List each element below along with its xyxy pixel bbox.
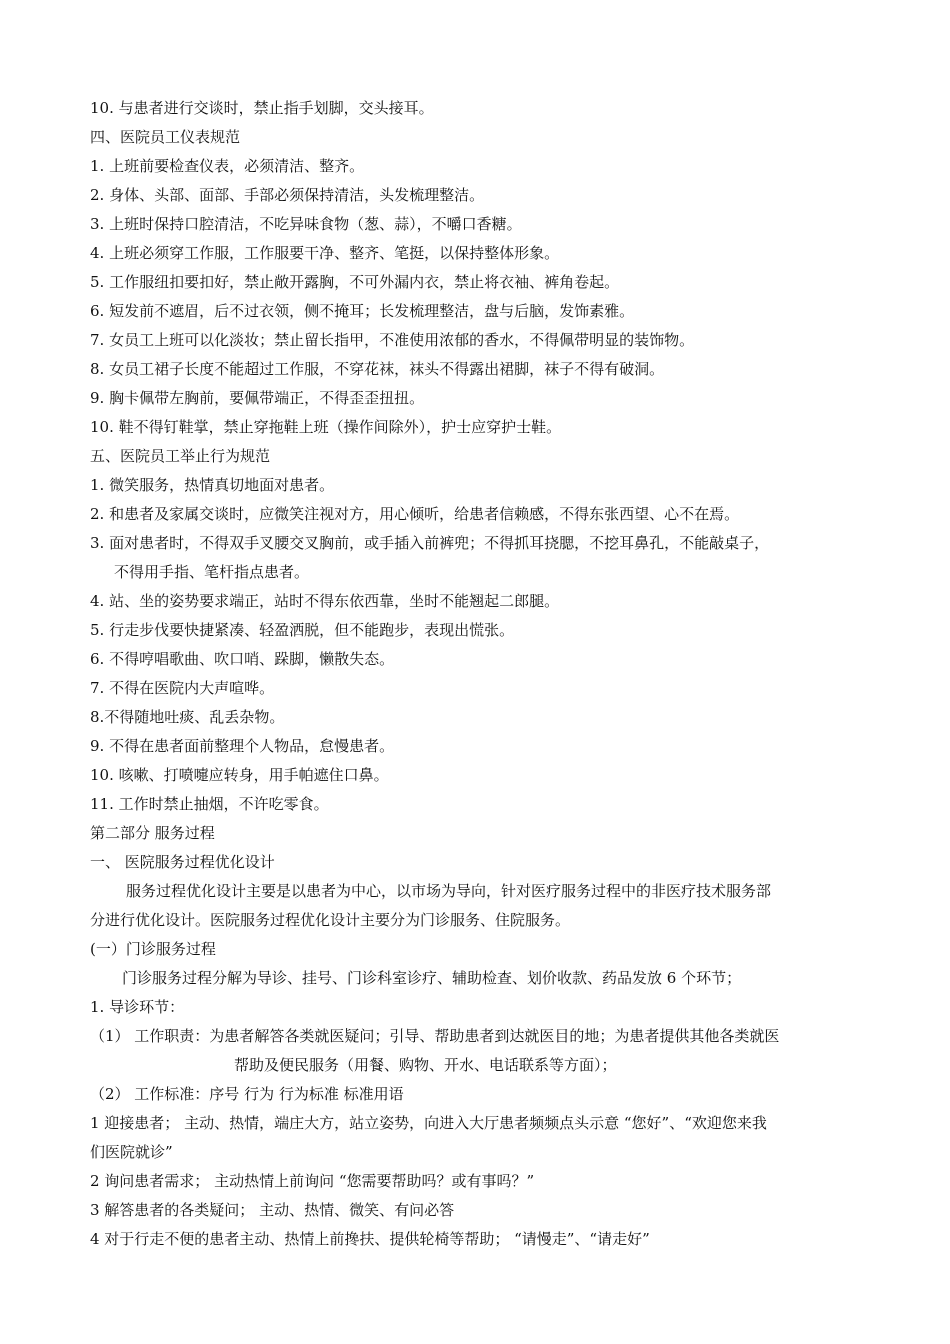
section-heading: 一、 医院服务过程优化设计 bbox=[90, 853, 275, 871]
paragraph-line: 门诊服务过程分解为导诊、挂号、门诊科室诊疗、辅助检查、划价收款、药品发放 6 个环节； bbox=[122, 969, 742, 987]
list-item: 5. 行走步伐要快捷紧凑、轻盈洒脱，但不能跑步，表现出慌张。 bbox=[90, 621, 515, 639]
list-item: 8. 女员工裙子长度不能超过工作服，不穿花袜，袜头不得露出裙脚，袜子不得有破洞。 bbox=[90, 360, 665, 378]
table-row: 3 解答患者的各类疑问； 主动、热情、微笑、有问必答 bbox=[90, 1201, 455, 1219]
list-item: （2） 工作标准：序号 行为 行为标准 标准用语 bbox=[90, 1085, 404, 1103]
list-item: 1. 导诊环节： bbox=[90, 998, 185, 1016]
table-row: 4 对于行走不便的患者主动、热情上前搀扶、提供轮椅等帮助； “请慢走”、“请走好” bbox=[90, 1230, 650, 1248]
list-item: 10. 鞋不得钉鞋掌，禁止穿拖鞋上班（操作间除外），护士应穿护士鞋。 bbox=[90, 418, 562, 436]
table-row: 1 迎接患者； 主动、热情，端庄大方，站立姿势，向进入大厅患者频频点头示意 “您好”、“欢迎您来我 bbox=[90, 1114, 767, 1132]
list-item: 5. 工作服纽扣要扣好，禁止敞开露胸，不可外漏内衣，禁止将衣袖、裤角卷起。 bbox=[90, 273, 620, 291]
subsection-heading: (一）门诊服务过程 bbox=[90, 940, 216, 958]
document-body bbox=[90, 94, 870, 1254]
list-item: 1. 上班前要检查仪表，必须清洁、整齐。 bbox=[90, 157, 365, 175]
list-item: 7. 不得在医院内大声喧哗。 bbox=[90, 679, 275, 697]
list-item: （1） 工作职责：为患者解答各类就医疑问；引导、帮助患者到达就医目的地；为患者提供其他各类就医 bbox=[90, 1027, 780, 1045]
section-heading: 四、医院员工仪表规范 bbox=[90, 128, 241, 146]
list-item: 9. 不得在患者面前整理个人物品，怠慢患者。 bbox=[90, 737, 395, 755]
list-item: 2. 身体、头部、面部、手部必须保持清洁，头发梳理整洁。 bbox=[90, 186, 485, 204]
list-item: 8.不得随地吐痰、乱丢杂物。 bbox=[90, 708, 285, 726]
list-item: 4. 上班必须穿工作服，工作服要干净、整齐、笔挺，以保持整体形象。 bbox=[90, 244, 560, 262]
paragraph-line: 分进行优化设计。医院服务过程优化设计主要分为门诊服务、住院服务。 bbox=[90, 911, 571, 929]
list-item: 4. 站、坐的姿势要求端正，站时不得东依西靠，坐时不能翘起二郎腿。 bbox=[90, 592, 560, 610]
section-heading: 五、医院员工举止行为规范 bbox=[90, 447, 271, 465]
list-item: 3. 面对患者时，不得双手叉腰交叉胸前，或手插入前裤兜；不得抓耳挠腮，不挖耳鼻孔，不能敲桌子， bbox=[90, 534, 770, 552]
list-item: 11. 工作时禁止抽烟，不许吃零食。 bbox=[90, 795, 329, 813]
paragraph-line: 服务过程优化设计主要是以患者为中心，以市场为导向，针对医疗服务过程中的非医疗技术服务部 bbox=[126, 882, 772, 900]
list-item: 2. 和患者及家属交谈时，应微笑注视对方，用心倾听，给患者信赖感，不得东张西望、心不在焉。 bbox=[90, 505, 740, 523]
list-item: 6. 不得哼唱歌曲、吹口哨、跺脚，懒散失态。 bbox=[90, 650, 395, 668]
list-item: 10. 与患者进行交谈时，禁止指手划脚，交头接耳。 bbox=[90, 99, 434, 117]
list-item: 9. 胸卡佩带左胸前，要佩带端正，不得歪歪扭扭。 bbox=[90, 389, 425, 407]
part-heading: 第二部分 服务过程 bbox=[90, 824, 215, 842]
table-row-continuation: 们医院就诊” bbox=[90, 1143, 173, 1161]
table-row: 2 询问患者需求； 主动热情上前询问 “您需要帮助吗？或有事吗？” bbox=[90, 1172, 535, 1190]
list-item-continuation: 帮助及便民服务（用餐、购物、开水、电话联系等方面）； bbox=[234, 1056, 617, 1074]
list-item: 3. 上班时保持口腔清洁，不吃异味食物（葱、蒜），不嚼口香糖。 bbox=[90, 215, 522, 233]
list-item: 6. 短发前不遮眉，后不过衣领，侧不掩耳；长发梳理整洁，盘与后脑，发饰素雅。 bbox=[90, 302, 635, 320]
list-item: 1. 微笑服务，热情真切地面对患者。 bbox=[90, 476, 335, 494]
list-item-continuation: 不得用手指、笔杆指点患者。 bbox=[114, 563, 310, 581]
list-item: 7. 女员工上班可以化淡妆；禁止留长指甲，不准使用浓郁的香水，不得佩带明显的装饰物。 bbox=[90, 331, 695, 349]
list-item: 10. 咳嗽、打喷嚏应转身，用手帕遮住口鼻。 bbox=[90, 766, 389, 784]
